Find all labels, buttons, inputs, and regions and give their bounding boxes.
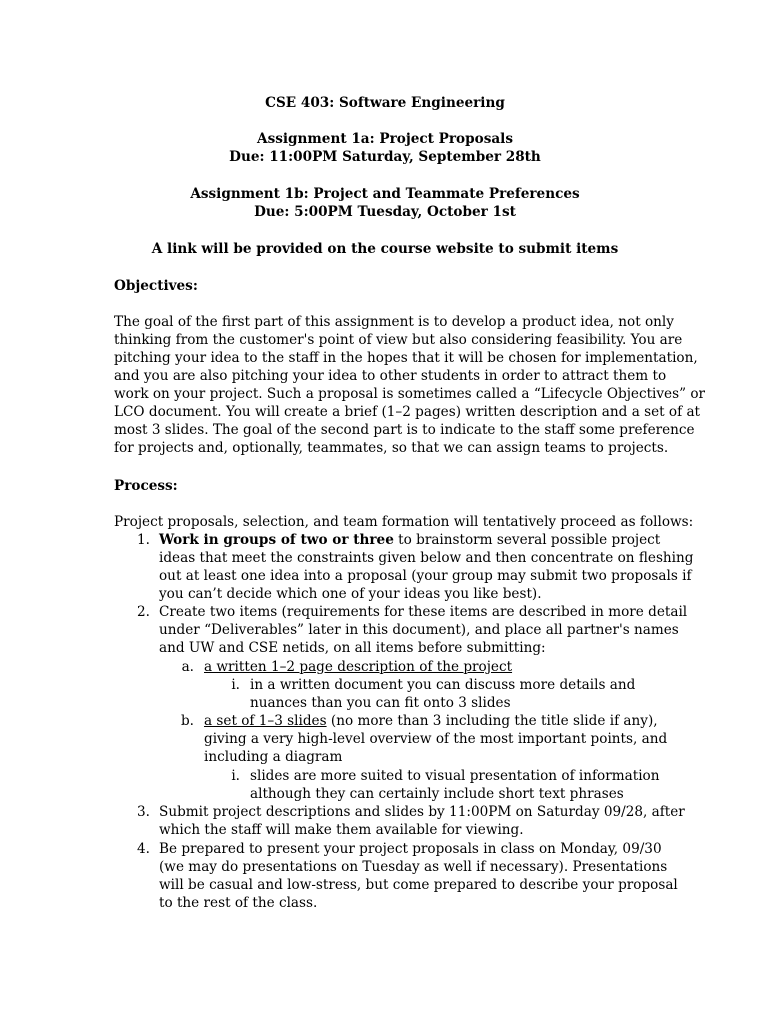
objectives-line: pitching your idea to the staff in the hopes that it will be chosen for implementation, xyxy=(114,350,698,366)
process-heading: Process: xyxy=(114,478,178,494)
sub-sub-list-label: i. xyxy=(231,677,240,693)
sub-sub-list-label: i. xyxy=(231,768,240,784)
objectives-line: for projects and, optionally, teammates, so that we can assign teams to projects. xyxy=(114,440,669,456)
sub-list-label: b. xyxy=(180,713,194,729)
sub-sub-list-line: in a written document you can discuss more details and xyxy=(250,677,636,693)
objectives-line: and you are also pitching your idea to other students in order to attract them to xyxy=(114,368,667,384)
list-number: 2. xyxy=(137,604,150,620)
list-number: 3. xyxy=(137,804,150,820)
objectives-line: LCO document. You will create a brief (1–2 pages) written description and a set of at xyxy=(114,404,701,420)
list-item-line: Create two items (requirements for these items are described in more detail xyxy=(159,604,688,620)
sub-sub-list-line: slides are more suited to visual presentation of information xyxy=(250,768,660,784)
assignment-1a-title: Assignment 1a: Project Proposals xyxy=(257,131,513,147)
assignment-1b-due: Due: 5:00PM Tuesday, October 1st xyxy=(254,204,516,220)
slides-item-underlined: a set of 1–3 slides xyxy=(204,713,327,729)
slides-item-first-line xyxy=(204,712,658,730)
course-title: CSE 403: Software Engineering xyxy=(265,95,505,111)
sub-list-line: giving a very high-level overview of the most important points, and xyxy=(204,731,668,747)
objectives-line: work on your project. Such a proposal is sometimes called a “Lifecycle Objectives” or xyxy=(114,386,706,402)
list-item-line: to the rest of the class. xyxy=(159,895,318,911)
list-item-line: out at least one idea into a proposal (your group may submit two proposals if xyxy=(159,568,692,584)
list-number: 4. xyxy=(137,841,150,857)
list-item-line: which the staff will make them available for viewing. xyxy=(159,822,524,838)
list-item-first-line xyxy=(159,531,660,549)
list-item-text: to brainstorm several possible project xyxy=(393,532,661,548)
list-item-line: and UW and CSE netids, on all items before submitting: xyxy=(159,640,546,656)
objectives-heading: Objectives: xyxy=(114,278,198,294)
objectives-line: most 3 slides. The goal of the second part is to indicate to the staff some preference xyxy=(114,422,695,438)
list-item-line: Be prepared to present your project proposals in class on Monday, 09/30 xyxy=(159,841,662,857)
sub-list-label: a. xyxy=(181,659,194,675)
sub-list-line: including a diagram xyxy=(204,749,343,765)
list-item-line: under “Deliverables” later in this document), and place all partner's names xyxy=(159,622,679,638)
assignment-1a-due: Due: 11:00PM Saturday, September 28th xyxy=(229,149,541,165)
list-item-line: ideas that meet the constraints given below and then concentrate on fleshing xyxy=(159,550,694,566)
sub-sub-list-line: nuances than you can fit onto 3 slides xyxy=(250,695,511,711)
list-item-line: will be casual and low-stress, but come prepared to describe your proposal xyxy=(159,877,678,893)
list-item-line: Submit project descriptions and slides by 11:00PM on Saturday 09/28, after xyxy=(159,804,685,820)
process-intro: Project proposals, selection, and team formation will tentatively proceed as follows: xyxy=(114,514,694,530)
objectives-line: The goal of the first part of this assignment is to develop a product idea, not only xyxy=(114,314,674,330)
sub-sub-list-line: although they can certainly include short text phrases xyxy=(250,786,624,802)
written-description-item: a written 1–2 page description of the project xyxy=(204,659,513,675)
submission-link-note: A link will be provided on the course website to submit items xyxy=(151,241,619,257)
slides-item-text: (no more than 3 including the title slide if any), xyxy=(326,713,658,729)
list-item-line: (we may do presentations on Tuesday as well if necessary). Presentations xyxy=(159,859,668,875)
objectives-line: thinking from the customer's point of view but also considering feasibility. You are xyxy=(114,332,683,348)
list-item-line: you can’t decide which one of your ideas you like best). xyxy=(159,586,542,602)
assignment-1b-title: Assignment 1b: Project and Teammate Preferences xyxy=(190,186,580,202)
emphasis-text: Work in groups of two or three xyxy=(159,532,394,548)
list-number: 1. xyxy=(137,532,150,548)
